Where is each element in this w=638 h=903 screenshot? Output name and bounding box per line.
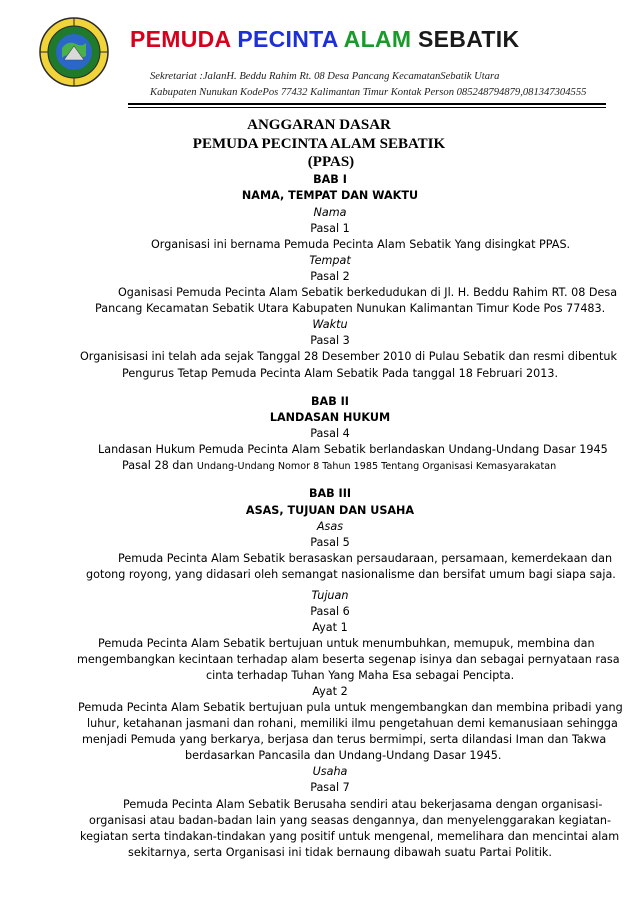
globe-emblem-icon [38,16,110,88]
doc-heading-2: PEMUDA PECINTA ALAM SEBATIK [192,136,446,152]
ayat-2-line-1: Pemuda Pecinta Alam Sebatik bertujuan pula untuk mengembangkan dan membina pribadi yang [78,701,623,714]
pasal-3-heading: Pasal 3 [310,334,350,347]
title-word-4: SEBATIK [418,26,520,52]
title-word-1: PEMUDA [130,26,231,52]
ayat-2-heading: Ayat 2 [312,685,348,698]
doc-heading-1: ANGGARAN DASAR [247,117,391,133]
pasal-4-heading: Pasal 4 [310,427,350,440]
section-tujuan: Tujuan [311,589,349,602]
title-word-2: PECINTA [237,26,338,52]
section-waktu: Waktu [312,318,348,331]
pasal-4-line-2 [122,459,556,472]
bab-1-title: NAMA, TEMPAT DAN WAKTU [241,189,419,202]
pasal-4-line-1: Landasan Hukum Pemuda Pecinta Alam Sebatik berlandaskan Undang-Undang Dasar 1945 [98,443,608,456]
doc-heading-3: (PPAS) [307,154,355,170]
org-title [130,26,630,53]
pasal-4-line-2-b: Undang-Undang Nomor 8 Tahun 1985 Tentang Organisasi Kemasyarakatan [196,461,557,472]
pasal-5-heading: Pasal 5 [310,536,350,549]
pasal-7-line-1: Pemuda Pecinta Alam Sebatik Berusaha sendiri atau bekerjasama dengan organisasi- [123,798,603,811]
pasal-6-heading: Pasal 6 [310,605,350,618]
pasal-7-heading: Pasal 7 [310,781,350,794]
bab-3-title: ASAS, TUJUAN DAN USAHA [245,504,415,517]
address-line-1: Sekretariat :JalanH. Beddu Rahim Rt. 08 Desa Pancang KecamatanSebatik Utara [150,71,500,82]
bab-3-heading: BAB III [308,487,352,500]
pasal-1-heading: Pasal 1 [310,222,350,235]
pasal-4-line-2-a: Pasal 28 dan [122,459,197,472]
bab-1-heading: BAB I [313,173,347,186]
pasal-7-line-4: sekitarnya, serta Organisasi ini tidak bernaung dibawah suatu Partai Politik. [128,846,552,859]
pasal-7-line-3: kegiatan serta tindakan-tindakan yang positif untuk mengenal, memelihara dan mencintai alam [80,830,620,843]
pasal-5-line-2: gotong royong, yang didasari oleh semangat nasionalisme dan bersifat umum bagi siapa saja. [86,568,616,581]
section-nama: Nama [313,206,347,219]
ayat-1-line-2: mengembangkan kecintaan terhadap alam beserta segenap isinya dan sebagai pernyataan rasa [77,653,620,666]
section-usaha: Usaha [312,765,348,778]
header-divider [128,103,606,105]
pasal-7-line-2: organisasi atau badan-badan lain yang seasas dengannya, dan menyelenggarakan kegiatan- [89,814,612,827]
section-tempat: Tempat [309,254,351,267]
ayat-2-line-2: luhur, ketahanan jasmani dan rohani, memiliki ilmu pengetahuan demi kemanusiaan sehingga [87,717,618,730]
bab-2-heading: BAB II [311,395,349,408]
pasal-2-line-2: Pancang Kecamatan Sebatik Utara Kabupaten Nunukan Kalimantan Timur Kode Pos 77483. [95,302,606,315]
ayat-1-heading: Ayat 1 [312,621,348,634]
header-divider-thin [128,107,606,108]
ayat-2-line-4: berdasarkan Pancasila dan Undang-Undang Dasar 1945. [185,749,502,762]
ayat-2-line-3: menjadi Pemuda yang berkarya, berjasa dan terus bermimpi, serta dilandasi Iman dan Takwa [82,733,607,746]
pasal-1-text: Organisasi ini bernama Pemuda Pecinta Alam Sebatik Yang disingkat PPAS. [151,238,571,251]
bab-2-title: LANDASAN HUKUM [269,411,391,424]
ayat-1-line-3: cinta terhadap Tuhan Yang Maha Esa sebagai Pencipta. [206,669,515,682]
pasal-5-line-1: Pemuda Pecinta Alam Sebatik berasaskan persaudaraan, persamaan, kemerdekaan dan [118,552,613,565]
section-asas: Asas [316,520,344,533]
pasal-2-line-1: Oganisasi Pemuda Pecinta Alam Sebatik berkedudukan di Jl. H. Beddu Rahim RT. 08 Desa [118,286,618,299]
pasal-3-line-2: Pengurus Tetap Pemuda Pecinta Alam Sebatik Pada tanggal 18 Februari 2013. [122,367,559,380]
address-line-2: Kabupaten Nunukan KodePos 77432 Kalimantan Timur Kontak Person 085248794879,081347304555 [150,87,587,98]
pasal-3-line-1: Organisisasi ini telah ada sejak Tanggal 28 Desember 2010 di Pulau Sebatik dan resmi dibentuk [80,350,617,363]
pasal-2-heading: Pasal 2 [310,270,350,283]
ayat-1-line-1: Pemuda Pecinta Alam Sebatik bertujuan untuk menumbuhkan, memupuk, membina dan [98,637,595,650]
title-word-3: ALAM [343,26,412,52]
